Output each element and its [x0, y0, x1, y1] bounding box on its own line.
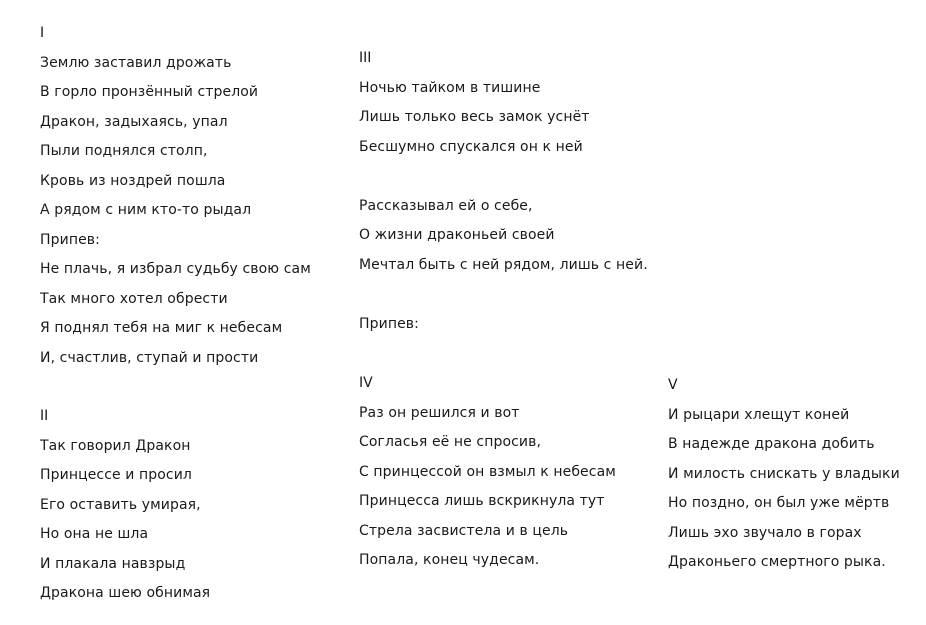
- blank-line: [359, 162, 648, 192]
- stanza-numeral: III: [359, 50, 372, 66]
- stanza-numeral: II: [40, 408, 49, 424]
- verse-line: О жизни драконьей своей: [359, 227, 555, 243]
- verse-line: Так говорил Дракон: [40, 437, 191, 454]
- verse-line: Дракон, задыхаясь, упал: [40, 113, 228, 130]
- stanza-3: [359, 44, 648, 339]
- verse-line: И плакала навзрыд: [40, 555, 186, 572]
- refrain-line: Я поднял тебя на миг к небесам: [40, 320, 283, 336]
- verse-line: Рассказывал ей о себе,: [359, 197, 533, 214]
- verse-line: Но она не шла: [40, 526, 149, 542]
- verse-line: Попала, конец чудесам.: [359, 552, 540, 568]
- verse-line: Мечтал быть с ней рядом, лишь с ней.: [359, 256, 648, 273]
- verse-line: В горло пронзённый стрелой: [40, 84, 259, 100]
- blank-line: [359, 280, 648, 310]
- verse-line: Землю заставил дрожать: [40, 54, 232, 71]
- verse-line: Кровь из ноздрей пошла: [40, 172, 226, 189]
- verse-line: Стрела засвистела и в цель: [359, 522, 569, 539]
- verse-line: Раз он решился и вот: [359, 404, 520, 421]
- stanza-5: [668, 371, 900, 578]
- verse-line: Лишь только весь замок уснёт: [359, 109, 590, 125]
- refrain-label: Припев:: [359, 315, 419, 332]
- refrain-line: Не плачь, я избрал судьбу свою сам: [40, 261, 311, 277]
- refrain-line: И, счастлив, ступай и прости: [40, 349, 259, 366]
- verse-line: Ночью тайком в тишине: [359, 79, 541, 96]
- stanza-numeral: V: [668, 377, 678, 393]
- verse-line: Лишь эхо звучало в горах: [668, 524, 862, 541]
- verse-line: Но поздно, он был уже мёртв: [668, 495, 890, 511]
- verse-line: С принцессой он взмыл к небесам: [359, 463, 616, 480]
- refrain-label: Припев:: [40, 231, 100, 248]
- verse-line: Принцессе и просил: [40, 467, 192, 483]
- verse-line: Дракона шею обнимая: [40, 585, 211, 601]
- stanza-numeral: I: [40, 25, 45, 41]
- refrain-line: Так много хотел обрести: [40, 290, 228, 307]
- verse-line: Согласья её не спросив,: [359, 434, 542, 450]
- verse-line: А рядом с ним кто-то рыдал: [40, 202, 252, 218]
- verse-line: И рыцари хлещут коней: [668, 406, 850, 423]
- verse-line: Бесшумно спускался он к ней: [359, 138, 583, 155]
- verse-line: Принцесса лишь вскрикнула тут: [359, 493, 605, 509]
- verse-line: Его оставить умирая,: [40, 496, 201, 513]
- stanza-numeral: IV: [359, 375, 373, 391]
- stanza-2: [40, 402, 210, 609]
- verse-line: В надежде дракона добить: [668, 436, 875, 452]
- stanza-4: [359, 369, 616, 576]
- stanza-1: [40, 19, 311, 373]
- verse-line: Драконьего смертного рыка.: [668, 554, 886, 570]
- verse-line: Пыли поднялся столп,: [40, 143, 208, 159]
- verse-line: И милость снискать у владыки: [668, 465, 900, 482]
